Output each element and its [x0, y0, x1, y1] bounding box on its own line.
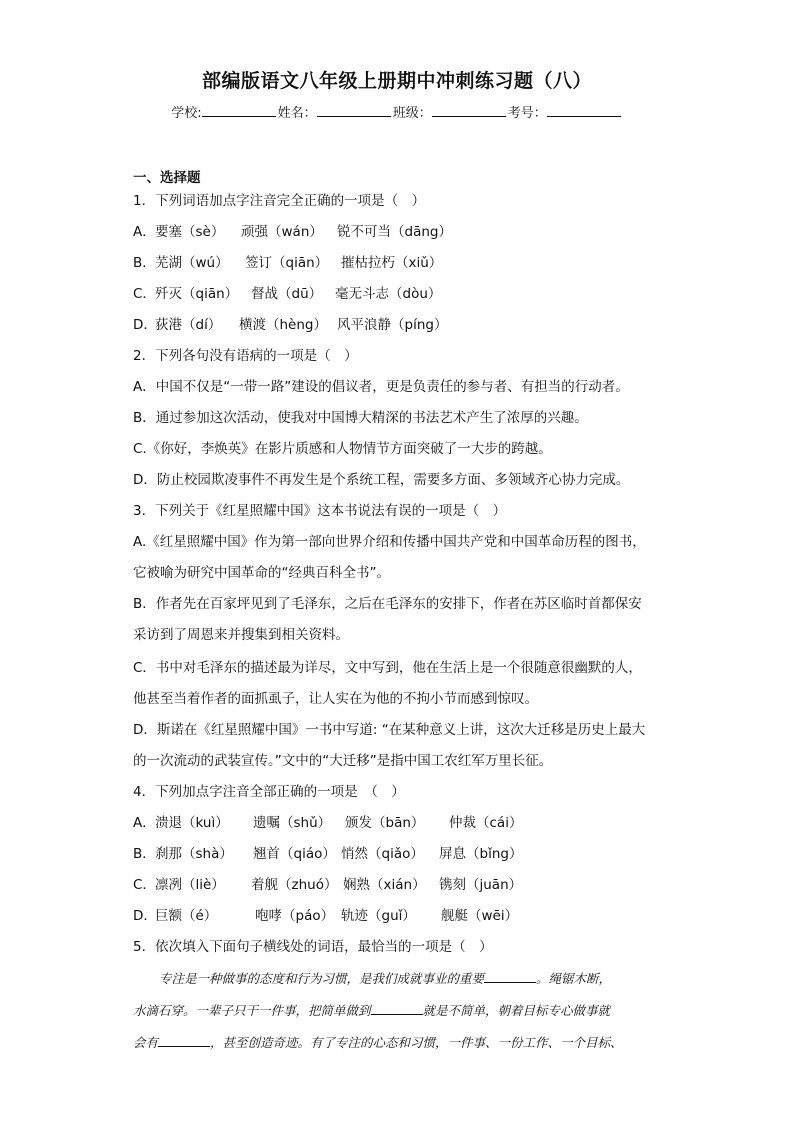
question-3-option-a[interactable]: A.《红星照耀中国》作为第一部向世界介绍和传播中国共产党和中国革命历程的图书，	[133, 534, 646, 550]
option-label: D．	[133, 908, 157, 924]
question-4-option-c[interactable]	[133, 876, 522, 894]
option-label: C．	[133, 877, 156, 893]
option-item: 毫无斗志（dòu）	[335, 286, 442, 302]
question-3-option-b-cont: 采访到了周恩来并搜集到相关资料。	[133, 627, 349, 643]
question-4-option-d[interactable]	[133, 907, 518, 925]
option-item: 轨迹（guǐ）	[341, 908, 416, 924]
name-blank[interactable]	[317, 104, 391, 117]
option-item: 镌刻（juān）	[439, 877, 523, 893]
class-label: 班级：	[392, 106, 432, 121]
passage-line-2	[133, 1002, 663, 1020]
option-item: 荻港（dí）	[155, 317, 222, 333]
question-1-option-a[interactable]	[133, 223, 452, 241]
option-label: A．	[133, 815, 156, 831]
option-item: 刹那（shà）	[155, 846, 233, 862]
option-label: B．	[133, 846, 156, 862]
question-1-option-c[interactable]	[133, 285, 441, 303]
passage-text: 会有	[133, 1035, 159, 1050]
page-title: 部编版语文八年级上册期中冲刺练习题（八）	[201, 70, 592, 92]
school-label: 学校:	[171, 106, 202, 121]
option-item: 屏息（bǐng）	[439, 846, 523, 862]
option-item: 颁发（bān）	[345, 815, 425, 831]
question-3-option-c[interactable]: C．书中对毛泽东的描述最为详尽，文中写到，他在生活上是一个很随意很幽默的人，	[133, 660, 642, 676]
exam-number-blank[interactable]	[547, 104, 621, 117]
school-field[interactable]	[171, 106, 277, 121]
question-3-option-d-cont: 的一次流动的武装宣传。”文中的“大迁移”是指中国工农红军万里长征。	[133, 753, 553, 769]
option-item: 翘首（qiáo）	[253, 846, 336, 862]
option-item: 芜湖（wú）	[155, 255, 229, 271]
option-item: 顽强（wán）	[241, 224, 323, 240]
option-label: B．	[133, 255, 156, 271]
option-item: 悄然（qiǎo）	[341, 846, 424, 862]
question-2-option-d[interactable]: D．防止校园欺凌事件不再发生是个系统工程，需要多方面、多领域齐心协力完成。	[133, 472, 630, 488]
question-3-option-d[interactable]: D．斯诺在《红星照耀中国》一书中写道: “在某种意义上讲，这次大迁移是历史上最大	[133, 722, 646, 738]
school-blank[interactable]	[202, 104, 276, 117]
passage-line-1	[133, 970, 689, 988]
question-3-stem: 3．下列关于《红星照耀中国》这本书说法有误的一项是（ ）	[133, 503, 507, 519]
fill-blank-1[interactable]	[484, 970, 536, 983]
option-item: 督战（dū）	[251, 286, 323, 302]
passage-text: 专注是一种做事的态度和行为习惯，是我们成就事业的重要	[159, 971, 485, 986]
option-item: 歼灭（qiān）	[155, 286, 239, 302]
class-field[interactable]	[393, 106, 508, 121]
question-1-option-b[interactable]	[133, 254, 442, 272]
name-field[interactable]	[278, 106, 393, 121]
option-item: 巨额（é）	[155, 908, 218, 924]
passage-text: 。绳锯木断，	[536, 971, 612, 986]
fill-blank-2[interactable]	[371, 1002, 423, 1015]
option-item: 遗嘱（shǔ）	[253, 815, 332, 831]
question-4-option-a[interactable]	[133, 814, 522, 832]
question-2-stem: 2．下列各句没有语病的一项是（ ）	[133, 348, 358, 364]
option-item: 凛冽（liè）	[155, 877, 225, 893]
option-label: A．	[133, 224, 156, 240]
question-3-option-a-cont: 它被喻为研究中国革命的“经典百科全书”。	[133, 565, 390, 581]
exam-number-field[interactable]	[508, 106, 623, 121]
question-1-stem: 1．下列词语加点字注音完全正确的一项是（ ）	[133, 193, 426, 209]
question-3-option-c-cont: 他甚至当着作者的面抓虱子，让人实在为他的不拘小节而感到惊叹。	[133, 691, 538, 707]
question-4-stem: 4．下列加点字注音全部正确的一项是 （ ）	[133, 784, 405, 800]
class-blank[interactable]	[432, 104, 506, 117]
option-item: 溃退（kuì）	[155, 815, 229, 831]
question-5-stem: 5．依次填入下面句子横线处的词语，最恰当的一项是（ ）	[133, 939, 493, 955]
option-item: 娴熟（xián）	[343, 877, 426, 893]
option-item: 横渡（hèng）	[239, 317, 327, 333]
option-item: 舰艇（wēi）	[441, 908, 519, 924]
fill-blank-3[interactable]	[158, 1034, 210, 1047]
passage-text: 水滴石穿。一辈子只干一件事，把简单做到	[133, 1003, 371, 1018]
option-item: 仲裁（cái）	[449, 815, 523, 831]
option-item: 咆哮（páo）	[255, 908, 335, 924]
option-label: C．	[133, 286, 156, 302]
option-item: 风平浪静（píng）	[337, 317, 448, 333]
option-label: D．	[133, 317, 157, 333]
option-item: 摧枯拉朽（xiǔ）	[341, 255, 443, 271]
name-label: 姓名：	[277, 106, 317, 121]
exam-number-label: 考号：	[507, 106, 547, 121]
question-2-option-c[interactable]: C.《你好，李焕英》在影片质感和人物情节方面突破了一大步的跨越。	[133, 441, 552, 457]
question-4-option-b[interactable]	[133, 845, 522, 863]
passage-text: 就是不简单，朝着目标专心做事就	[422, 1003, 611, 1018]
question-2-option-a[interactable]: A．中国不仅是“一带一路”建设的倡议者，更是负责任的参与者、有担当的行动者。	[133, 379, 629, 395]
question-1-option-d[interactable]	[133, 316, 447, 334]
option-item: 锐不可当（dāng）	[337, 224, 452, 240]
option-item: 要塞（sè）	[155, 224, 225, 240]
passage-line-3	[133, 1034, 663, 1052]
question-3-option-b[interactable]: B．作者先在百家坪见到了毛泽东，之后在毛泽东的安排下，作者在苏区临时首都保安	[133, 596, 642, 612]
option-item: 签订（qiān）	[245, 255, 329, 271]
section-heading: 一、选择题	[133, 170, 201, 186]
option-item: 着舰（zhuó）	[251, 877, 338, 893]
passage-text: ，甚至创造奇迹。有了专注的心态和习惯，一件事、一份工作、一个目标、	[210, 1035, 623, 1050]
question-2-option-b[interactable]: B．通过参加这次活动，使我对中国博大精深的书法艺术产生了浓厚的兴趣。	[133, 410, 588, 426]
student-info-row	[0, 102, 794, 121]
